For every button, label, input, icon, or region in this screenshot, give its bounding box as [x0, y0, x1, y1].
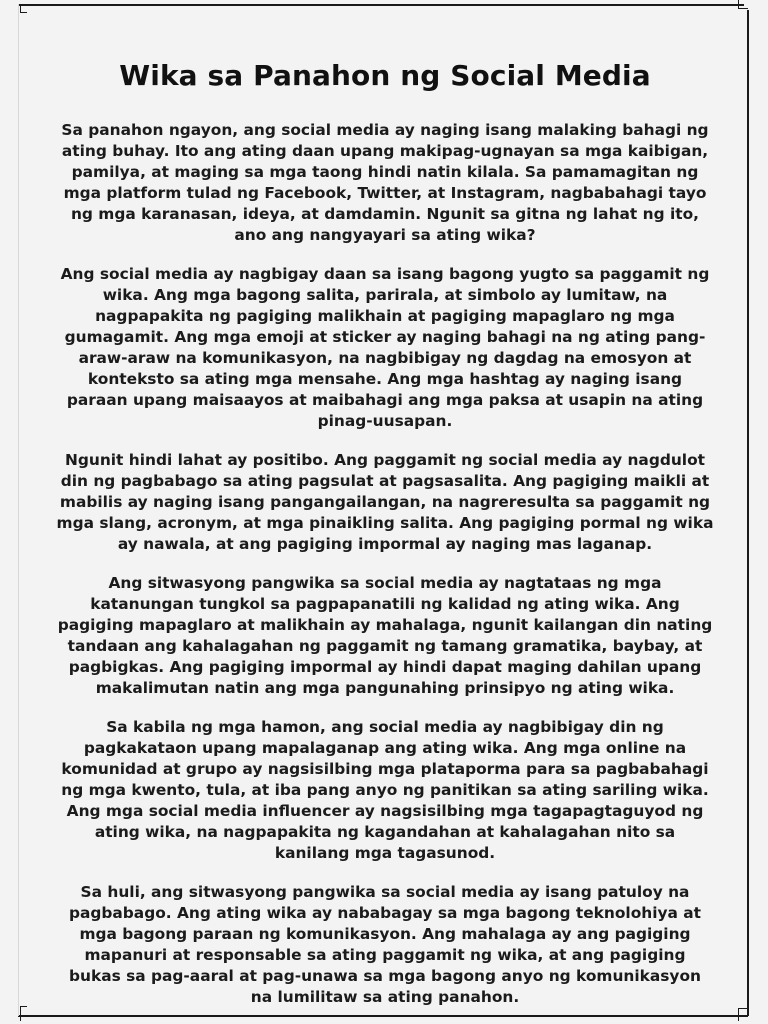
paragraph-language-quality: Ang sitwasyong pangwika sa social media ay nagtataas ng mga katanungan tungkol sa pagpapanatili ng kalidad ng ating wika. Ang pagiging mapaglaro at malikhain ay mahalaga, ngunit kailangan din nating tandaan ang kahalagahan ng paggamit ng tamang gramatika, baybay, at pagbigkas. Ang pagiging impormal ay hindi dapat maging dahilan upang makalimutan natin ang mga pangunahing prinsipyo ng ating wika.	[57, 574, 713, 697]
paragraph-not-all-positive: Ngunit hindi lahat ay positibo. Ang paggamit ng social media ay nagdulot din ng pagbabago sa ating pagsulat at pagsasalita. Ang pagiging maikli at mabilis ay naging isang pangangailangan, na nagreresulta sa paggamit ng mga slang, acronym, at mga pinaikling salita. Ang pagiging pormal ng wika ay nawala, at ang pagiging impormal ay naging mas laganap.	[56, 451, 714, 553]
paragraph-conclusion: Sa huli, ang sitwasyong pangwika sa social media ay isang patuloy na pagbabago. Ang ating wika ay nababagay sa mga bagong teknolohiya at mga bagong paraan ng komunikasyon. Ang mahalaga ay ang pagiging mapanuri at responsable sa ating paggamit ng wika, at ang pagiging bukas sa pag-aaral at pag-unawa sa mga bagong anyo ng komunikasyon na lumilitaw sa ating panahon.	[68, 883, 702, 1006]
frame-left-line	[18, 4, 19, 1016]
corner-mark-top-right	[738, 0, 748, 9]
corner-mark-bottom-right	[738, 1008, 748, 1021]
document-body	[56, 56, 714, 1024]
frame-top-line	[18, 4, 744, 6]
paragraph-opportunities: Sa kabila ng mga hamon, ang social media ay nagbibigay din ng pagkakataon upang mapalaganap ang ating wika. Ang mga online na komunidad at grupo ay nagsisilbing mga plataporma para sa pagbabahagi ng mga kwento, tula, at iba pang anyo ng panitikan sa ating sariling wika. Ang mga social media influencer ay nagsisilbing mga tagapagtaguyod ng ating wika, na nagpapakita ng kagandahan at kahalagahan nito sa kanilang mga tagasunod.	[61, 718, 709, 862]
frame-right-line	[747, 10, 749, 1016]
corner-mark-bottom-left	[20, 1006, 27, 1021]
paragraph-intro: Sa panahon ngayon, ang social media ay naging isang malaking bahagi ng ating buhay. Ito ang ating daan upang makipag-ugnayan sa mga kaibigan, pamilya, at maging sa mga taong hindi natin kilala. Sa pamamagitan ng mga platform tulad ng Facebook, Twitter, at Instagram, nagbabahagi tayo ng mga karanasan, ideya, at damdamin. Ngunit sa gitna ng lahat ng ito, ano ang nangyayari sa ating wika?	[61, 121, 709, 244]
paragraph-new-stage: Ang social media ay nagbigay daan sa isang bagong yugto sa paggamit ng wika. Ang mga bagong salita, parirala, at simbolo ay lumitaw, na nagpapakita ng pagiging malikhain at pagiging mapaglaro ng mga gumagamit. Ang mga emoji at sticker ay naging bahagi na ng ating pang-araw-araw na komunikasyon, na nagbibigay ng dagdag na emosyon at konteksto sa ating mga mensahe. Ang mga hashtag ay naging isang paraan upang maisaayos at maibahagi ang mga paksa at usapin na ating pinag-uusapan.	[60, 265, 710, 430]
corner-mark-top-left	[20, 4, 27, 13]
document-title: Wika sa Panahon ng Social Media	[119, 59, 651, 92]
